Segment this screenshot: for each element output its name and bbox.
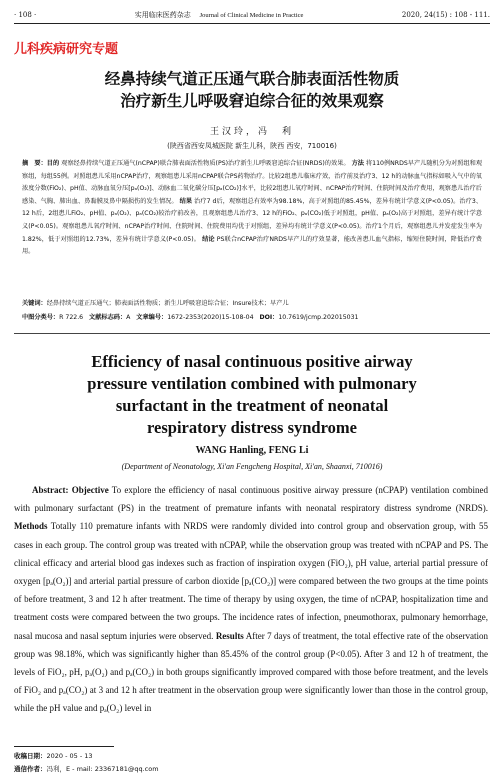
classification-line (22, 312, 482, 321)
objective-label: Objective (71, 485, 109, 495)
header-rule (14, 23, 490, 24)
results-text: 治疗7 d后，观察组总有效率为98.18%，高于对照组的85.45%，差异有统计学意义(P<0.05)。治疗3、12 h后，2组患儿FiO₂、pH值、pₐ(O₂)、pₐ(CO₂)较治疗前改善，且观察组患儿治疗3、12 h的FiO₂、pₐ(CO₂)低于对照组，pH值、pₐ(O₂)高于对照组，差异有统计学意义(P<0.05)。观察组患儿氧疗时间、nCPAP治疗时间、住院时间、住院费用均优于对照组，差异均有统计学意义(P<0.05)。治疗1个月后，观察组患儿并发症发生率为1.82%，低于对照组的12.73%，差异有统计学意义(P<0.05)。 (22, 197, 483, 243)
clc-label: 中图分类号： (22, 314, 60, 321)
results-label: 结果 (179, 197, 193, 205)
journal-name-en: Journal of Clinical Medicine in Practice (199, 12, 304, 19)
doi-label: DOI： (259, 314, 279, 321)
english-title (0, 351, 504, 439)
results-text: After 7 days of treatment, the total effective rate of the observation group was 98.18%, which was significantly higher than 85.45% of the control group (P<0.05). After 3 and 12 h of treatment, the levels of FiO₂, pH, pₐ(O₂) and pₐ(CO₂) in both groups significantly improved compared with those before treatment, and the levels of FiO₂ and pₐ(CO₂) at 3 and 12 h after treatment in the observation group were significantly lower than those in the control group, while the pH value and pₐ(O₂) level in (14, 630, 488, 714)
abstract-label: 摘 要： (22, 160, 47, 167)
aim-label: 目的 (46, 160, 60, 167)
keywords-line (22, 298, 482, 307)
received-value: 2020 - 05 - 13 (46, 752, 93, 760)
english-abstract (14, 481, 488, 718)
received-date (14, 751, 93, 760)
journal-info (135, 10, 304, 20)
chinese-authors: 王汉玲，冯 利 (209, 127, 294, 137)
aim-text: 观察经鼻持续气道正压通气(nCPAP)联合肺表面活性物质(PS)治疗新生儿呼吸窘迫综合征(NRDS)的效果。 (61, 160, 350, 167)
doc-code-value: A (126, 314, 131, 321)
methods-text: 将110例NRDS早产儿随机分为对照组和观察组，每组55例。对照组患儿采用nCPAP治疗，观察组患儿采用nCPAP联合PS药物治疗。比较2组患儿临床疗效，治疗前及治疗3、12 h的动脉血气指标如吸入气中的氧浓度分数(FiO₂)、pH值、动脉血氧分压[pₐ(O₂)]、动脉血二氧化碳分压[pₐ(CO₂)]水平，比较2组患儿氧疗时间、nCPAP治疗时间、住院时间及治疗费用，观察患儿治疗后感染、气胸、肺出血、鼻黏膜及鼻中隔损伤的发生情况。 (22, 160, 483, 205)
corresponding-author (14, 764, 159, 773)
clc-value: R 722.6 (59, 314, 84, 321)
chinese-title-line: 经鼻持续气道正压通气联合肺表面活性物质 (104, 70, 400, 88)
keywords-label: 关键词： (22, 300, 47, 307)
english-title-line: surfactant in the treatment of neonatal (115, 396, 389, 415)
running-head (14, 8, 490, 22)
english-title-line: Efficiency of nasal continuous positive airway (91, 352, 413, 371)
english-title-line: respiratory distress syndrome (147, 418, 357, 437)
english-affiliation: (Department of Neonatology, Xi'an Fengcheng Hospital, Xi'an, Shaanxi, 710016) (121, 462, 383, 471)
section-rule (14, 333, 490, 334)
chinese-abstract (22, 158, 482, 259)
methods-text: Totally 110 premature infants with NRDS were randomly divided into control group and observation group, with 55 cases in each group. The control group was treated with nCPAP, while the observation group was treated with nCPAP and PS. The clinical efficacy and arterial blood gas indexes such as fraction of inspiration oxygen (FiO₂), pH value, arterial partial pressure of oxygen [pₐ(O₂)] and arterial partial pressure of carbon dioxide [pₐ(CO₂)] were compared between the two groups at the time points of before treatment, 3 and 12 h after treatment. The time of therapy by using oxygen, the time of nCPAP, hospitalization time and treatment costs were compared between the two groups. The incidence rates of infection, pneumothorax, pulmonary hemorrhage, nasal mucosa and nasal septum injuries were observed. (14, 521, 488, 641)
footnote-rule (14, 746, 114, 747)
page-number: · 108 · (14, 11, 37, 19)
results-label: Results (215, 630, 244, 641)
doc-code-label: 文献标志码： (89, 314, 127, 321)
doi-value: 10.7619/jcmp.202015031 (278, 314, 359, 321)
objective-text: To explore the efficiency of nasal continuous positive airway pressure (nCPAP) ventilation combined with pulmonary surfactant (PS) in the treatment of premature infants with neonatal respiratory distress syndrome (NRDS). (14, 485, 488, 514)
chinese-title (0, 68, 504, 112)
article-no-value: 1672-2353(2020)15-108-04 (167, 314, 254, 321)
corr-label: 通信作者： (14, 765, 47, 773)
received-label: 收稿日期： (14, 752, 47, 760)
corr-value: 冯利，E - mail: 23367181@qq.com (46, 765, 159, 773)
article-no-label: 文章编号： (136, 314, 168, 321)
methods-label: Methods (14, 521, 48, 532)
keywords-text: 经鼻持续气道正压通气；肺表面活性物质；新生儿呼吸窘迫综合征；Insure技术；早产儿 (46, 300, 289, 307)
chinese-title-line: 治疗新生儿呼吸窘迫综合征的效果观察 (120, 92, 384, 110)
issue-info: 2020, 24(15) : 108 - 111. (401, 11, 490, 19)
conclusion-text: PS联合nCPAP治疗NRDS早产儿的疗效显著，能改善患儿血气指标，缩短住院时间，降低治疗费用。 (22, 235, 482, 256)
abstract-label: Abstract: (32, 485, 69, 495)
journal-name-cn: 实用临床医药杂志 (134, 11, 191, 19)
methods-label: 方法 (351, 160, 364, 167)
english-title-line: pressure ventilation combined with pulmonary (87, 374, 417, 393)
chinese-affiliation: (陕西省西安凤城医院 新生儿科，陕西 西安，710016) (167, 142, 337, 150)
column-tag: 儿科疾病研究专题 (14, 42, 119, 57)
conclusion-label: 结论 (202, 235, 215, 243)
english-authors: WANG Hanling, FENG Li (195, 445, 309, 456)
